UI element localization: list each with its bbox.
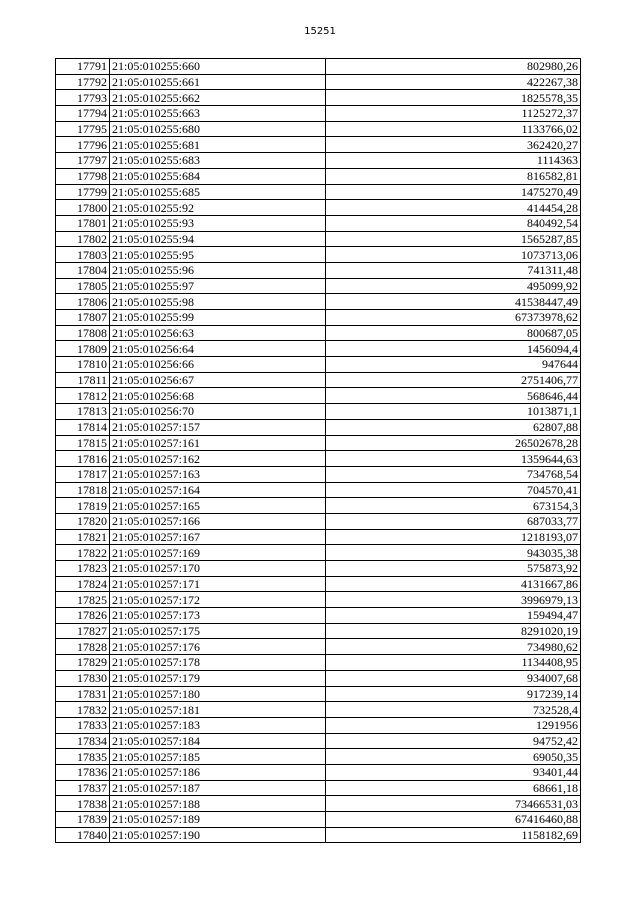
cadastral-number-cell: 21:05:010257:170 [110,561,326,577]
cadastral-number-cell: 21:05:010257:167 [110,529,326,545]
cadastral-number-cell: 21:05:010257:186 [110,764,326,780]
cadastral-value-cell: 67373978,62 [326,310,581,326]
table-row [56,419,581,435]
row-number-cell: 17805 [56,278,110,294]
row-number-cell: 17834 [56,733,110,749]
row-number-cell: 17831 [56,686,110,702]
table-row [56,780,581,796]
row-number-cell: 17791 [56,59,110,75]
cadastral-value-cell: 1133766,02 [326,121,581,137]
row-number-cell: 17810 [56,357,110,373]
cadastral-value-cell: 732528,4 [326,702,581,718]
cadastral-number-cell: 21:05:010255:660 [110,59,326,75]
cadastral-value-cell: 67416460,88 [326,812,581,828]
table-row [56,702,581,718]
table-row [56,749,581,765]
cadastral-value-cell: 917239,14 [326,686,581,702]
cadastral-value-cell: 840492,54 [326,215,581,231]
cadastral-number-cell: 21:05:010255:93 [110,215,326,231]
cadastral-number-cell: 21:05:010256:64 [110,341,326,357]
cadastral-value-cell: 1475270,49 [326,184,581,200]
row-number-cell: 17826 [56,608,110,624]
cadastral-number-cell: 21:05:010255:684 [110,168,326,184]
cadastral-number-cell: 21:05:010256:66 [110,357,326,373]
table-row [56,717,581,733]
cadastral-number-cell: 21:05:010257:187 [110,780,326,796]
row-number-cell: 17825 [56,592,110,608]
table-body [56,59,581,843]
table-row [56,561,581,577]
row-number-cell: 17815 [56,435,110,451]
cadastral-value-cell: 93401,44 [326,764,581,780]
row-number-cell: 17828 [56,639,110,655]
table-row [56,121,581,137]
row-number-cell: 17819 [56,498,110,514]
cadastral-number-cell: 21:05:010255:92 [110,200,326,216]
cadastral-value-cell: 94752,42 [326,733,581,749]
row-number-cell: 17813 [56,404,110,420]
row-number-cell: 17824 [56,576,110,592]
table-row [56,513,581,529]
cadastral-number-cell: 21:05:010255:661 [110,74,326,90]
cadastral-number-cell: 21:05:010255:97 [110,278,326,294]
cadastral-value-cell: 1456094,4 [326,341,581,357]
row-number-cell: 17809 [56,341,110,357]
cadastral-value-cell: 1565287,85 [326,231,581,247]
table-row [56,482,581,498]
cadastral-number-cell: 21:05:010257:169 [110,545,326,561]
cadastral-value-cell: 495099,92 [326,278,581,294]
cadastral-number-cell: 21:05:010257:179 [110,670,326,686]
cadastral-value-cell: 62807,88 [326,419,581,435]
cadastral-value-cell: 1291956 [326,717,581,733]
cadastral-value-cell: 41538447,49 [326,294,581,310]
cadastral-value-cell: 1114363 [326,153,581,169]
cadastral-number-cell: 21:05:010255:99 [110,310,326,326]
cadastral-number-cell: 21:05:010255:98 [110,294,326,310]
row-number-cell: 17792 [56,74,110,90]
table-row [56,451,581,467]
page-number: 15251 [304,26,336,37]
cadastral-value-cell: 2751406,77 [326,372,581,388]
cadastral-number-cell: 21:05:010257:175 [110,623,326,639]
row-number-cell: 17816 [56,451,110,467]
table-row [56,262,581,278]
table-row [56,608,581,624]
cadastral-number-cell: 21:05:010255:662 [110,90,326,106]
row-number-cell: 17821 [56,529,110,545]
cadastral-number-cell: 21:05:010255:663 [110,106,326,122]
row-number-cell: 17820 [56,513,110,529]
row-number-cell: 17833 [56,717,110,733]
cadastral-number-cell: 21:05:010256:70 [110,404,326,420]
cadastral-value-cell: 816582,81 [326,168,581,184]
table-row [56,812,581,828]
cadastral-value-cell: 1359644,63 [326,451,581,467]
cadastral-value-cell: 1125272,37 [326,106,581,122]
row-number-cell: 17837 [56,780,110,796]
table-row [56,764,581,780]
row-number-cell: 17800 [56,200,110,216]
cadastral-number-cell: 21:05:010257:180 [110,686,326,702]
cadastral-number-cell: 21:05:010257:183 [110,717,326,733]
cadastral-value-cell: 422267,38 [326,74,581,90]
row-number-cell: 17840 [56,827,110,843]
cadastral-number-cell: 21:05:010256:67 [110,372,326,388]
table-row [56,796,581,812]
table-row [56,655,581,671]
table-row [56,137,581,153]
cadastral-value-cell: 687033,77 [326,513,581,529]
table-row [56,106,581,122]
cadastral-number-cell: 21:05:010256:68 [110,388,326,404]
row-number-cell: 17801 [56,215,110,231]
cadastral-value-cell: 741311,48 [326,262,581,278]
cadastral-value-cell: 8291020,19 [326,623,581,639]
row-number-cell: 17823 [56,561,110,577]
row-number-cell: 17817 [56,466,110,482]
cadastral-value-cell: 802980,26 [326,59,581,75]
cadastral-number-cell: 21:05:010257:184 [110,733,326,749]
row-number-cell: 17829 [56,655,110,671]
cadastral-number-cell: 21:05:010256:63 [110,325,326,341]
row-number-cell: 17795 [56,121,110,137]
table-row [56,592,581,608]
cadastral-number-cell: 21:05:010257:157 [110,419,326,435]
cadastral-value-cell: 704570,41 [326,482,581,498]
cadastral-number-cell: 21:05:010257:161 [110,435,326,451]
table-row [56,153,581,169]
table-row [56,357,581,373]
table-row [56,639,581,655]
row-number-cell: 17807 [56,310,110,326]
cadastral-number-cell: 21:05:010255:94 [110,231,326,247]
cadastral-value-table [55,58,581,843]
cadastral-number-cell: 21:05:010257:185 [110,749,326,765]
table-row [56,498,581,514]
table-row [56,247,581,263]
row-number-cell: 17830 [56,670,110,686]
row-number-cell: 17799 [56,184,110,200]
cadastral-value-cell: 362420,27 [326,137,581,153]
cadastral-value-cell: 734768,54 [326,466,581,482]
row-number-cell: 17838 [56,796,110,812]
table-row [56,435,581,451]
cadastral-number-cell: 21:05:010257:190 [110,827,326,843]
table-row [56,545,581,561]
cadastral-value-cell: 159494,47 [326,608,581,624]
cadastral-value-cell: 73466531,03 [326,796,581,812]
table-row [56,466,581,482]
cadastral-value-cell: 734980,62 [326,639,581,655]
row-number-cell: 17793 [56,90,110,106]
row-number-cell: 17796 [56,137,110,153]
table-row [56,215,581,231]
cadastral-value-cell: 26502678,28 [326,435,581,451]
cadastral-value-cell: 1134408,95 [326,655,581,671]
row-number-cell: 17806 [56,294,110,310]
cadastral-value-cell: 947644 [326,357,581,373]
cadastral-number-cell: 21:05:010255:685 [110,184,326,200]
cadastral-number-cell: 21:05:010257:181 [110,702,326,718]
cadastral-value-cell: 575873,92 [326,561,581,577]
table-row [56,341,581,357]
table-row [56,529,581,545]
cadastral-number-cell: 21:05:010257:165 [110,498,326,514]
row-number-cell: 17822 [56,545,110,561]
table-row [56,74,581,90]
cadastral-value-cell: 1825578,35 [326,90,581,106]
row-number-cell: 17827 [56,623,110,639]
cadastral-value-cell: 1158182,69 [326,827,581,843]
cadastral-number-cell: 21:05:010255:680 [110,121,326,137]
cadastral-value-cell: 69050,35 [326,749,581,765]
cadastral-value-cell: 1218193,07 [326,529,581,545]
cadastral-number-cell: 21:05:010257:189 [110,812,326,828]
cadastral-value-cell: 568646,44 [326,388,581,404]
cadastral-value-cell: 3996979,13 [326,592,581,608]
table-row [56,231,581,247]
table-row [56,90,581,106]
cadastral-value-cell: 414454,28 [326,200,581,216]
row-number-cell: 17839 [56,812,110,828]
row-number-cell: 17811 [56,372,110,388]
cadastral-value-cell: 1073713,06 [326,247,581,263]
cadastral-number-cell: 21:05:010257:173 [110,608,326,624]
cadastral-number-cell: 21:05:010257:162 [110,451,326,467]
row-number-cell: 17818 [56,482,110,498]
cadastral-value-cell: 800687,05 [326,325,581,341]
cadastral-value-cell: 4131667,86 [326,576,581,592]
table-row [56,294,581,310]
cadastral-number-cell: 21:05:010255:96 [110,262,326,278]
cadastral-number-cell: 21:05:010255:95 [110,247,326,263]
table-row [56,388,581,404]
row-number-cell: 17832 [56,702,110,718]
table-row [56,278,581,294]
table-row [56,184,581,200]
row-number-cell: 17803 [56,247,110,263]
table-row [56,827,581,843]
table-row [56,623,581,639]
cadastral-value-cell: 1013871,1 [326,404,581,420]
cadastral-number-cell: 21:05:010257:188 [110,796,326,812]
cadastral-value-cell: 68661,18 [326,780,581,796]
row-number-cell: 17802 [56,231,110,247]
cadastral-number-cell: 21:05:010257:164 [110,482,326,498]
row-number-cell: 17798 [56,168,110,184]
table-row [56,686,581,702]
cadastral-value-cell: 934007,68 [326,670,581,686]
table-row [56,670,581,686]
cadastral-value-cell: 943035,38 [326,545,581,561]
cadastral-number-cell: 21:05:010257:163 [110,466,326,482]
cadastral-number-cell: 21:05:010255:683 [110,153,326,169]
table-row [56,310,581,326]
table-row [56,325,581,341]
cadastral-number-cell: 21:05:010257:172 [110,592,326,608]
table-row [56,168,581,184]
table-row [56,372,581,388]
row-number-cell: 17808 [56,325,110,341]
row-number-cell: 17836 [56,764,110,780]
cadastral-number-cell: 21:05:010255:681 [110,137,326,153]
cadastral-number-cell: 21:05:010257:178 [110,655,326,671]
cadastral-number-cell: 21:05:010257:171 [110,576,326,592]
table-row [56,59,581,75]
row-number-cell: 17794 [56,106,110,122]
row-number-cell: 17814 [56,419,110,435]
row-number-cell: 17797 [56,153,110,169]
table-row [56,404,581,420]
table-row [56,200,581,216]
table-row [56,576,581,592]
row-number-cell: 17812 [56,388,110,404]
cadastral-value-cell: 673154,3 [326,498,581,514]
cadastral-number-cell: 21:05:010257:176 [110,639,326,655]
cadastral-number-cell: 21:05:010257:166 [110,513,326,529]
row-number-cell: 17804 [56,262,110,278]
table-row [56,733,581,749]
row-number-cell: 17835 [56,749,110,765]
